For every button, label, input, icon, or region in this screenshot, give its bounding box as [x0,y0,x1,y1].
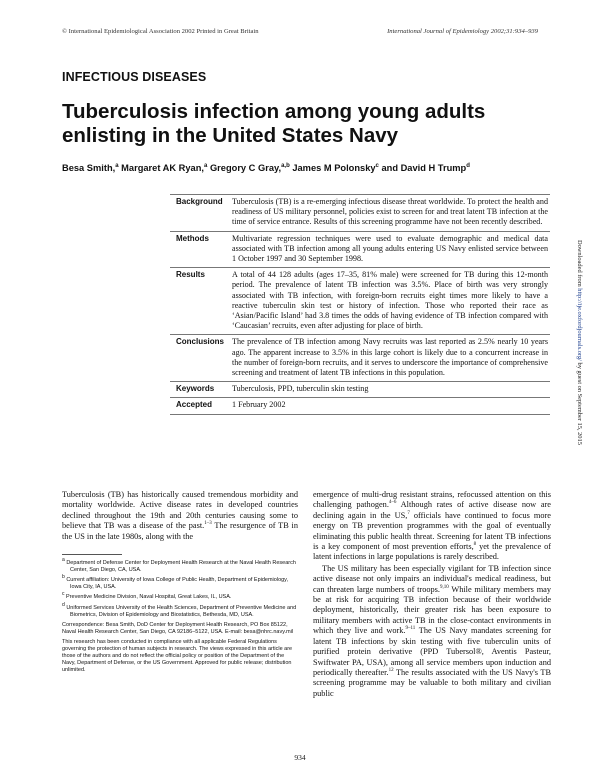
affiliation-footnote [62,591,298,601]
abstract-row [170,195,550,232]
journal-copyright: © International Epidemiological Association 2002 Printed in Great Britain [62,28,259,35]
body-text: The results associated with the US Navy's TB screening programme may be valuable to both military and civilian public [313,667,551,698]
author-name: Margaret AK Ryan, [121,163,204,173]
citation-ref: 12 [388,668,394,674]
author-affiliation: a [115,162,119,169]
structured-abstract [170,194,550,415]
body-text: emergence of multi-drug resistant strains, refocussed attention on this challenging pathogen. [313,490,551,510]
watermark-text: by guest on September 15, 2015 [576,360,583,445]
abstract-text: 1 February 2002 [232,400,286,410]
citation-ref: 7 [407,511,410,517]
footnote-text: Department of Defense Center for Deployment Health Research at the Naval Health Research Center, San Diego, CA, USA. [66,560,296,574]
article-title: Tuberculosis infection among young adults enlisting in the United States Navy [62,100,486,147]
body-column-left [62,490,298,677]
author-name: and David H Trump [381,163,467,173]
body-paragraph [313,490,551,563]
correspondence-note: Correspondence: Besa Smith, DoD Center for Deployment Health Research, PO Box 85122, Naval Health Research Center, San Diego, CA 92186–5122, USA. E-mail: besa@nhrc.navy.mil [62,621,294,635]
abstract-label: Conclusions [176,337,225,347]
abstract-row [170,268,550,335]
abstract-label: Keywords [176,384,215,394]
abstract-text: Multivariate regression techniques were used to evaluate demographic and medical data associated with TB infection among all young adults entering US Navy enlisted service between 1 October 1997 and 30 September 1998. [232,233,548,264]
abstract-row [170,231,550,268]
footnote-mark: b [62,574,65,581]
author-affiliation: a,b [281,162,290,169]
footnote-text: Current affiliation: University of Iowa College of Public Health, Department of Epidemiology, Iowa City, IA, USA. [66,577,289,591]
footnote-mark: c [62,591,65,598]
watermark-text: Downloaded from [576,240,583,289]
body-text: While military members may be at risk for acquiring TB infection because of their worldwide deployment, historically, their greater risk has been exposure to military members with active TB in the close-contact environments in which they live and work. [313,584,551,636]
journal-link[interactable]: http://ije.oxfordjournals.org/ [576,288,583,361]
body-text: officials have continued to focus more energy on TB prevention programmes with the goal of eventually eliminating this public health threat. Screening for latent TB infections is a key component of most prevention efforts, [313,510,551,552]
download-watermark [576,240,583,445]
author-name: Besa Smith, [62,163,116,173]
body-text: Although rates of active disease now are declining again in the US, [313,500,551,520]
abstract-text: A total of 44 128 adults (ages 17–35, 81% male) were screened for TB during this 12-month period. The prevalence of latent TB infection was 3.5%. Place of birth was very strongly associated with TB infection, with foreign-born recruits eight times more likely to have a reactive tuberculin skin test or history of infection. Those who reported their race as ‘Asian/Pacific Island’ had 3.8 times the odds of having evidence of TB infection compared with ‘Caucasian’ recruits, even after adjusting for place of birth. [232,270,548,331]
affiliation-footnote [62,557,298,574]
citation-ref: 9,10 [439,584,449,590]
citation-ref: 4–6 [388,500,397,506]
citation-ref: 8 [473,542,477,548]
abstract-row [170,382,550,398]
body-paragraph [313,564,551,699]
abstract-text: Tuberculosis, PPD, tuberculin skin testing [232,384,369,394]
footnote-text: Uniformed Services University of the Health Sciences, Department of Preventive Medicine and Biometrics, Division of Epidemiology and Biostatistics, Bethesda, MD, USA. [66,604,297,618]
footnote-mark: a [62,557,65,564]
abstract-label: Accepted [176,400,213,410]
abstract-row [170,398,550,414]
abstract-text: Tuberculosis (TB) is a re-emerging infectious disease threat worldwide. To protect the health and readiness of US military personnel, policies exist to screen for and treat latent TB infection at the time of service entrance. Results of this screening programme have not been recently described. [232,197,548,227]
section-label: INFECTIOUS DISEASES [62,70,207,84]
journal-citation: International Journal of Epidemiology 2002;31:934–939 [387,28,538,35]
citation-ref: 9–11 [405,626,416,632]
abstract-row [170,335,550,382]
body-paragraph [62,490,298,542]
author-name: James M Polonsky [292,163,376,173]
author-affiliation: d [466,162,470,169]
page-number: 934 [294,753,306,762]
body-text: The US military has been especially vigilant for TB infection since active disease not only impairs an individual's medical readiness, but can threaten large numbers of troops. [313,563,551,594]
footnote-text: Preventive Medicine Division, Naval Hospital, Great Lakes, IL, USA. [66,594,232,601]
citation-ref: 1–3 [204,521,212,527]
abstract-label: Methods [176,233,209,243]
abstract-label: Results [176,270,205,280]
affiliation-footnote [62,574,298,591]
footnote-mark: d [62,601,65,608]
body-text: The resurgence of TB in the US in the late 1980s, along with the [62,521,298,541]
footnote-divider [62,554,122,555]
abstract-label: Background [176,197,223,206]
body-text: yet the prevalence of latent infections in large populations is rarely described. [313,542,551,562]
body-text: Tuberculosis (TB) has historically caused tremendous morbidity and mortality worldwide. Active disease rates in developed countries declined throughout the 19th and 20th centuries causing some to believe that TB was a disease of the past. [62,490,298,531]
author-name: Gregory C Gray, [209,163,282,173]
body-text: The US Navy mandates screening for latent TB infections by skin testing with five tuberculin units of purified protein derivative (PPD Tubersol®, Aventis Pasteur, Swiftwater PA, USA), among all service members upon induction and periodically thereafter. [313,626,551,677]
author-affiliation: c [375,162,379,169]
body-column-right [313,490,551,699]
abstract-text: The prevalence of TB infection among Navy recruits was last reported as 2.5% nearly 10 years ago. The apparent increase to 3.5% in this large cohort is likely due to a concurrent increase in the number of foreign-born recruits, and it serves to underscore the importance of comprehensive screening and treatment of latent TB infections in this population. [232,337,548,378]
affiliation-footnote [62,601,298,619]
disclaimer-note: This research has been conducted in compliance with all applicable Federal Regulations governing the protection of human subjects in research. The views expressed in this article are those of the authors and do not reflect the official policy or position of the Department of the Navy, Department of Defense, or the US Government. Approved for public release; distribution unlimited. [62,638,293,674]
author-affiliation: a [204,162,208,169]
author-list [62,163,542,173]
